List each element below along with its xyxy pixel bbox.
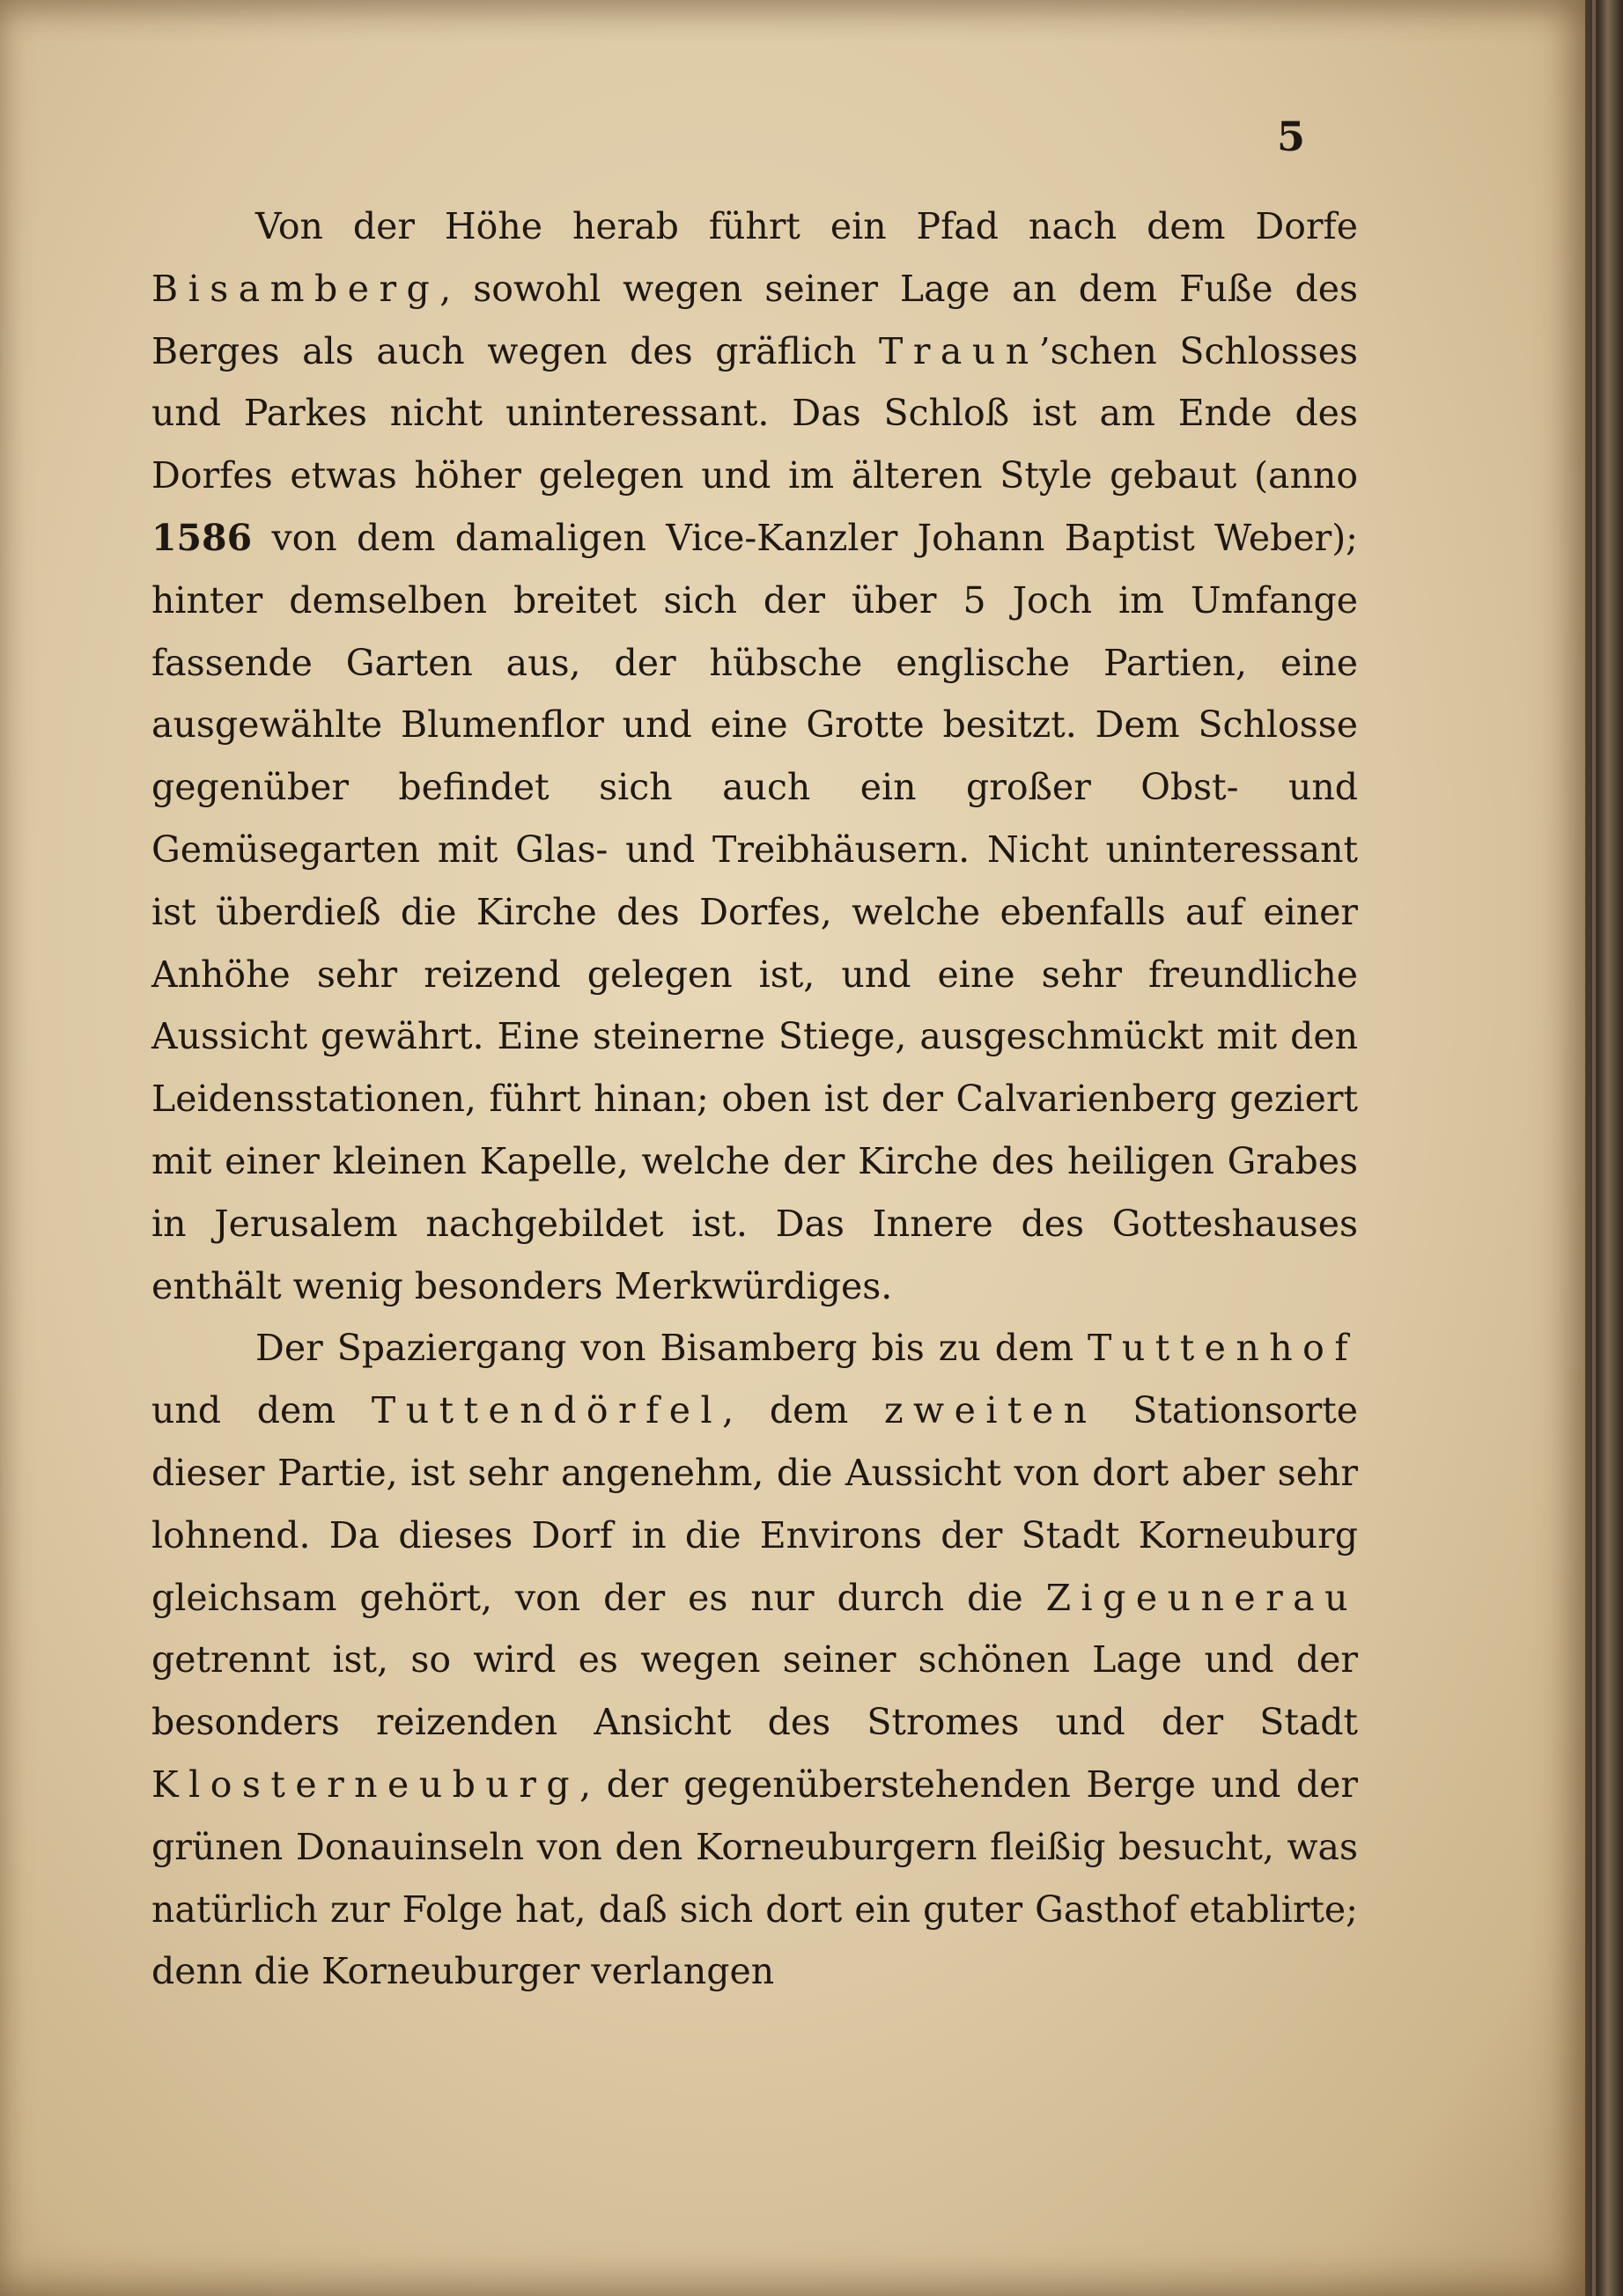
page-number: 5 [1276, 113, 1305, 160]
text-run: , sowohl wegen seiner Lage an dem Fuße des Berges als auch wegen des gräflich [151, 267, 1358, 372]
text-run: ’schen Schlosses und Parkes nicht uninteressant. Das Schloß ist am Ende des Dorfes etwas höher gelegen und im älteren Style gebaut (anno [151, 329, 1358, 497]
spaced-place-name: Zigeunerau [1045, 1576, 1358, 1619]
paragraph-1 [151, 195, 1358, 1317]
body-text [151, 195, 1358, 2003]
spaced-emphasis: zweiten [883, 1389, 1097, 1432]
text-run: und dem [151, 1389, 372, 1432]
paragraph-2 [151, 1317, 1358, 2003]
text-run: , dem [722, 1389, 884, 1432]
book-spine-edge [1585, 0, 1623, 2296]
text-run: , der gegenüberstehenden Berge und der grünen Donauinseln von den Korneuburgern fleißig besucht, was natürlich zur Folge hat, daß sich dort ein guter Gasthof etablirte; denn die Korneuburger verlangen [151, 1762, 1358, 1993]
spaced-place-name: Bisamberg [151, 267, 440, 310]
text-run: Stationsorte dieser Partie, ist sehr angenehm, die Aussicht von dort aber sehr lohnend. Da dieses Dorf in die Environs der Stadt Korneuburg gleichsam gehört, von der es nur durch die [151, 1389, 1358, 1619]
text-run: Von der Höhe herab führt ein Pfad nach dem Dorfe [255, 205, 1358, 247]
spaced-place-name: Tuttenhof [1088, 1327, 1358, 1370]
text-run: getrennt ist, so wird es wegen seiner schönen Lage und der besonders reizenden Ansicht des Stromes und der Stadt [151, 1638, 1358, 1744]
text-run: von dem damaligen Vice-Kanzler Johann Baptist Weber); hinter demselben breitet sich der über 5 Joch im Umfange fassende Garten aus, der hübsche englische Partien, eine ausgewählte Blumenflor und eine Grotte besitzt. Dem Schlosse gegenüber befindet sich auch ein großer Obst- und Gemüsegarten mit Glas- und Treibhäusern. Nicht uninteressant ist überdieß die Kirche des Dorfes, welche ebenfalls auf einer Anhöhe sehr reizend gelegen ist, und eine sehr freundliche Aussicht gewährt. Eine steinerne Stiege, ausgeschmückt mit den Leidensstationen, führt hinan; oben ist der Calvarienberg geziert mit einer kleinen Kapelle, welche der Kirche des heiligen Grabes in Jerusalem nachgebildet ist. Das Innere des Gotteshauses enthält wenig besonders Merkwürdiges. [151, 516, 1358, 1307]
spaced-place-name: Tuttendörfel [371, 1389, 723, 1432]
spaced-place-name: Klosterneuburg [151, 1762, 580, 1806]
year: 1586 [151, 516, 253, 559]
text-run: Der Spaziergang von Bisamberg bis zu dem [255, 1327, 1088, 1370]
spaced-family-name: Traun [879, 329, 1039, 372]
